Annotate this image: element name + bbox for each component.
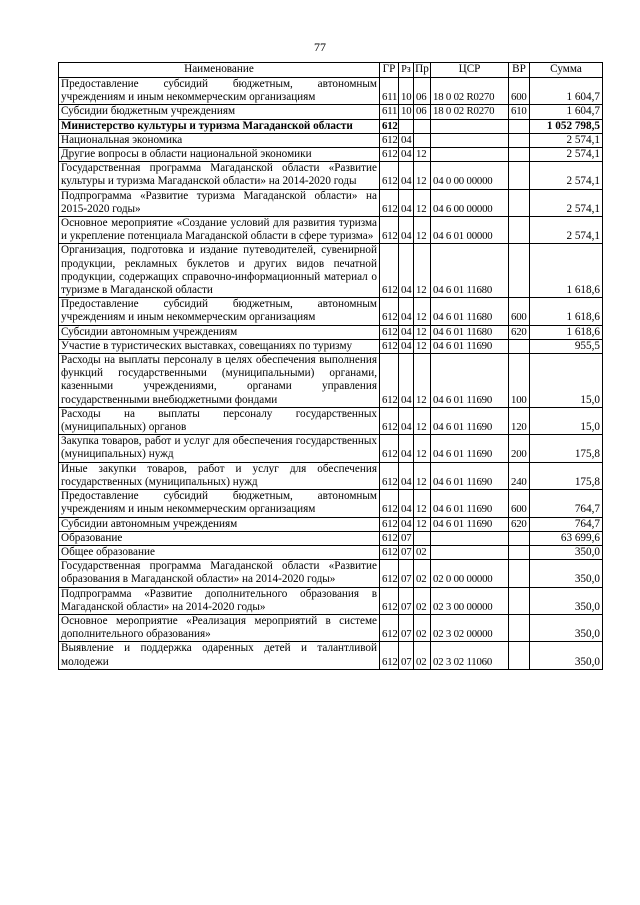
row-gr: 612 [380,244,399,298]
row-rz: 07 [399,587,414,614]
row-gr: 612 [380,298,399,325]
row-name: Государственная программа Магаданской области «Развитие образования в Магаданской области» на 2014-2020 годы» [59,560,380,587]
row-rz: 07 [399,531,414,545]
row-pr: 12 [414,244,431,298]
row-sum: 2 574,1 [530,133,603,147]
row-gr: 612 [380,517,399,531]
row-rz: 04 [399,217,414,244]
row-gr: 612 [380,354,399,408]
row-vr [509,560,530,587]
row-csr: 04 6 01 11680 [431,325,509,339]
row-gr: 612 [380,217,399,244]
row-csr [431,133,509,147]
row-sum: 350,0 [530,614,603,641]
row-vr [509,642,530,669]
header-name: Наименование [59,63,380,78]
row-gr: 612 [380,435,399,462]
row-name: Основное мероприятие «Реализация мероприятий в системе дополнительного образования» [59,614,380,641]
row-rz: 04 [399,517,414,531]
table-row [59,298,603,325]
row-name: Предоставление субсидий бюджетным, автономным учреждениям и иным некоммерческим организациям [59,298,380,325]
row-name: Государственная программа Магаданской области «Развитие культуры и туризма Магаданской области» на 2014-2020 годы [59,162,380,189]
row-name: Предоставление субсидий бюджетным, автономным учреждениям и иным некоммерческим организациям [59,78,380,105]
row-csr: 04 6 00 00000 [431,189,509,216]
row-vr [509,189,530,216]
row-sum: 1 604,7 [530,78,603,105]
row-csr: 02 3 02 00000 [431,614,509,641]
row-name: Подпрограмма «Развитие туризма Магаданской области» на 2015-2020 годы» [59,189,380,216]
table-row [59,587,603,614]
row-rz: 04 [399,325,414,339]
row-vr [509,545,530,559]
row-rz: 04 [399,133,414,147]
row-vr [509,339,530,353]
table-row [59,407,603,434]
row-sum: 1 618,6 [530,298,603,325]
row-sum: 764,7 [530,517,603,531]
row-gr: 612 [380,490,399,517]
row-csr: 04 6 01 00000 [431,217,509,244]
row-sum: 350,0 [530,642,603,669]
row-sum: 1 618,6 [530,244,603,298]
row-csr: 04 6 01 11690 [431,435,509,462]
row-gr: 612 [380,189,399,216]
row-rz: 10 [399,105,414,119]
row-name: Субсидии автономным учреждениям [59,517,380,531]
row-csr: 04 6 01 11680 [431,244,509,298]
row-vr: 600 [509,490,530,517]
row-csr [431,545,509,559]
header-sum: Сумма [530,63,603,78]
row-vr [509,614,530,641]
row-rz: 04 [399,462,414,489]
row-gr: 612 [380,407,399,434]
row-rz: 04 [399,354,414,408]
row-name: Организация, подготовка и издание путеводителей, сувенирной продукции, рекламных буклетов и других видов печатной продукции, содержащих справочно-информационный материал о туризме в Магаданской области [59,244,380,298]
row-rz: 04 [399,407,414,434]
row-sum: 175,8 [530,462,603,489]
row-name: Расходы на выплаты персоналу в целях обеспечения выполнения функций государственными (муниципальными) органами, казенными учреждениями, органами управления государственными внебюджетными фондами [59,354,380,408]
row-gr: 612 [380,119,399,133]
row-name: Национальная экономика [59,133,380,147]
table-row [59,545,603,559]
row-gr: 612 [380,162,399,189]
row-rz: 07 [399,545,414,559]
row-csr: 02 3 02 11060 [431,642,509,669]
row-rz: 07 [399,560,414,587]
table-row [59,78,603,105]
row-csr: 04 6 01 11690 [431,490,509,517]
row-pr: 12 [414,325,431,339]
table-row [59,133,603,147]
row-name: Образование [59,531,380,545]
row-name: Субсидии бюджетным учреждениям [59,105,380,119]
table-row [59,614,603,641]
row-name: Иные закупки товаров, работ и услуг для обеспечения государственных (муниципальных) нужд [59,462,380,489]
row-pr: 12 [414,354,431,408]
row-rz: 04 [399,162,414,189]
row-rz: 04 [399,189,414,216]
row-gr: 612 [380,325,399,339]
header-pr: Пр [414,63,431,78]
row-vr [509,244,530,298]
row-csr: 04 6 01 11690 [431,517,509,531]
row-sum: 1 618,6 [530,325,603,339]
row-sum: 2 574,1 [530,148,603,162]
row-pr: 12 [414,148,431,162]
row-sum: 63 699,6 [530,531,603,545]
row-pr: 12 [414,435,431,462]
row-pr: 12 [414,517,431,531]
row-sum: 2 574,1 [530,162,603,189]
row-name: Министерство культуры и туризма Магаданской области [59,119,380,133]
row-name: Выявление и поддержка одаренных детей и талантливой молодежи [59,642,380,669]
table-row [59,217,603,244]
budget-table [58,62,603,670]
row-name: Общее образование [59,545,380,559]
row-rz: 07 [399,614,414,641]
row-gr: 612 [380,642,399,669]
table-row [59,119,603,133]
row-sum: 1 604,7 [530,105,603,119]
row-sum: 2 574,1 [530,217,603,244]
row-rz: 07 [399,642,414,669]
header-vr: ВР [509,63,530,78]
row-sum: 1 052 798,5 [530,119,603,133]
row-sum: 350,0 [530,545,603,559]
table-row [59,339,603,353]
table-row [59,435,603,462]
row-csr: 18 0 02 R0270 [431,105,509,119]
row-pr: 02 [414,642,431,669]
table-row [59,189,603,216]
row-rz [399,119,414,133]
row-pr: 06 [414,78,431,105]
row-sum: 764,7 [530,490,603,517]
row-rz: 10 [399,78,414,105]
row-csr: 04 6 01 11680 [431,298,509,325]
table-row [59,560,603,587]
table-row [59,244,603,298]
table-row [59,517,603,531]
table-row [59,531,603,545]
row-pr: 12 [414,462,431,489]
row-name: Основное мероприятие «Создание условий для развития туризма и укрепление потенциала Магаданской области в сфере туризма» [59,217,380,244]
table-row [59,462,603,489]
row-pr: 12 [414,217,431,244]
row-pr [414,531,431,545]
row-pr: 12 [414,189,431,216]
row-csr: 04 0 00 00000 [431,162,509,189]
row-csr: 18 0 02 R0270 [431,78,509,105]
page-number: 77 [314,40,326,54]
row-vr [509,587,530,614]
row-csr [431,148,509,162]
row-csr: 02 0 00 00000 [431,560,509,587]
row-vr: 200 [509,435,530,462]
row-gr: 612 [380,339,399,353]
row-pr: 02 [414,545,431,559]
row-name: Подпрограмма «Развитие дополнительного образования в Магаданской области» на 2014-2020 годы» [59,587,380,614]
row-pr: 12 [414,298,431,325]
row-gr: 612 [380,531,399,545]
table-row [59,354,603,408]
row-vr [509,217,530,244]
row-gr: 612 [380,462,399,489]
row-rz: 04 [399,339,414,353]
row-vr: 600 [509,78,530,105]
row-sum: 350,0 [530,560,603,587]
row-rz: 04 [399,244,414,298]
row-csr: 04 6 01 11690 [431,354,509,408]
row-gr: 612 [380,587,399,614]
row-vr: 620 [509,517,530,531]
row-name: Участие в туристических выставках, совещаниях по туризму [59,339,380,353]
row-gr: 612 [380,560,399,587]
row-pr [414,119,431,133]
row-csr [431,531,509,545]
row-name: Субсидии автономным учреждениям [59,325,380,339]
row-pr: 02 [414,587,431,614]
header-gr: ГР [380,63,399,78]
row-gr: 611 [380,78,399,105]
header-csr: ЦСР [431,63,509,78]
row-vr [509,133,530,147]
table-header-row [59,63,603,78]
row-csr [431,119,509,133]
row-csr: 04 6 01 11690 [431,407,509,434]
row-pr: 12 [414,407,431,434]
row-vr [509,162,530,189]
row-sum: 2 574,1 [530,189,603,216]
row-rz: 04 [399,148,414,162]
row-vr: 240 [509,462,530,489]
row-csr: 04 6 01 11690 [431,339,509,353]
row-vr [509,531,530,545]
row-pr: 12 [414,490,431,517]
row-sum: 175,8 [530,435,603,462]
table-row [59,490,603,517]
row-gr: 612 [380,133,399,147]
row-rz: 04 [399,435,414,462]
row-pr: 02 [414,560,431,587]
row-pr: 12 [414,162,431,189]
row-vr: 100 [509,354,530,408]
row-vr [509,148,530,162]
row-rz: 04 [399,298,414,325]
row-sum: 15,0 [530,354,603,408]
row-name: Расходы на выплаты персоналу государственных (муниципальных) органов [59,407,380,434]
row-gr: 611 [380,105,399,119]
row-pr: 02 [414,614,431,641]
table-row [59,325,603,339]
table-row [59,148,603,162]
row-vr: 610 [509,105,530,119]
row-vr: 600 [509,298,530,325]
row-gr: 612 [380,545,399,559]
row-vr [509,119,530,133]
row-vr: 620 [509,325,530,339]
row-pr [414,133,431,147]
table-row [59,642,603,669]
row-csr: 02 3 00 00000 [431,587,509,614]
row-sum: 350,0 [530,587,603,614]
row-name: Другие вопросы в области национальной экономики [59,148,380,162]
row-vr: 120 [509,407,530,434]
row-csr: 04 6 01 11690 [431,462,509,489]
table-row [59,162,603,189]
row-pr: 06 [414,105,431,119]
row-pr: 12 [414,339,431,353]
row-sum: 15,0 [530,407,603,434]
row-gr: 612 [380,148,399,162]
row-name: Предоставление субсидий бюджетным, автономным учреждениям и иным некоммерческим организациям [59,490,380,517]
table-row [59,105,603,119]
row-sum: 955,5 [530,339,603,353]
header-rz: Рз [399,63,414,78]
row-name: Закупка товаров, работ и услуг для обеспечения государственных (муниципальных) нужд [59,435,380,462]
row-gr: 612 [380,614,399,641]
row-rz: 04 [399,490,414,517]
